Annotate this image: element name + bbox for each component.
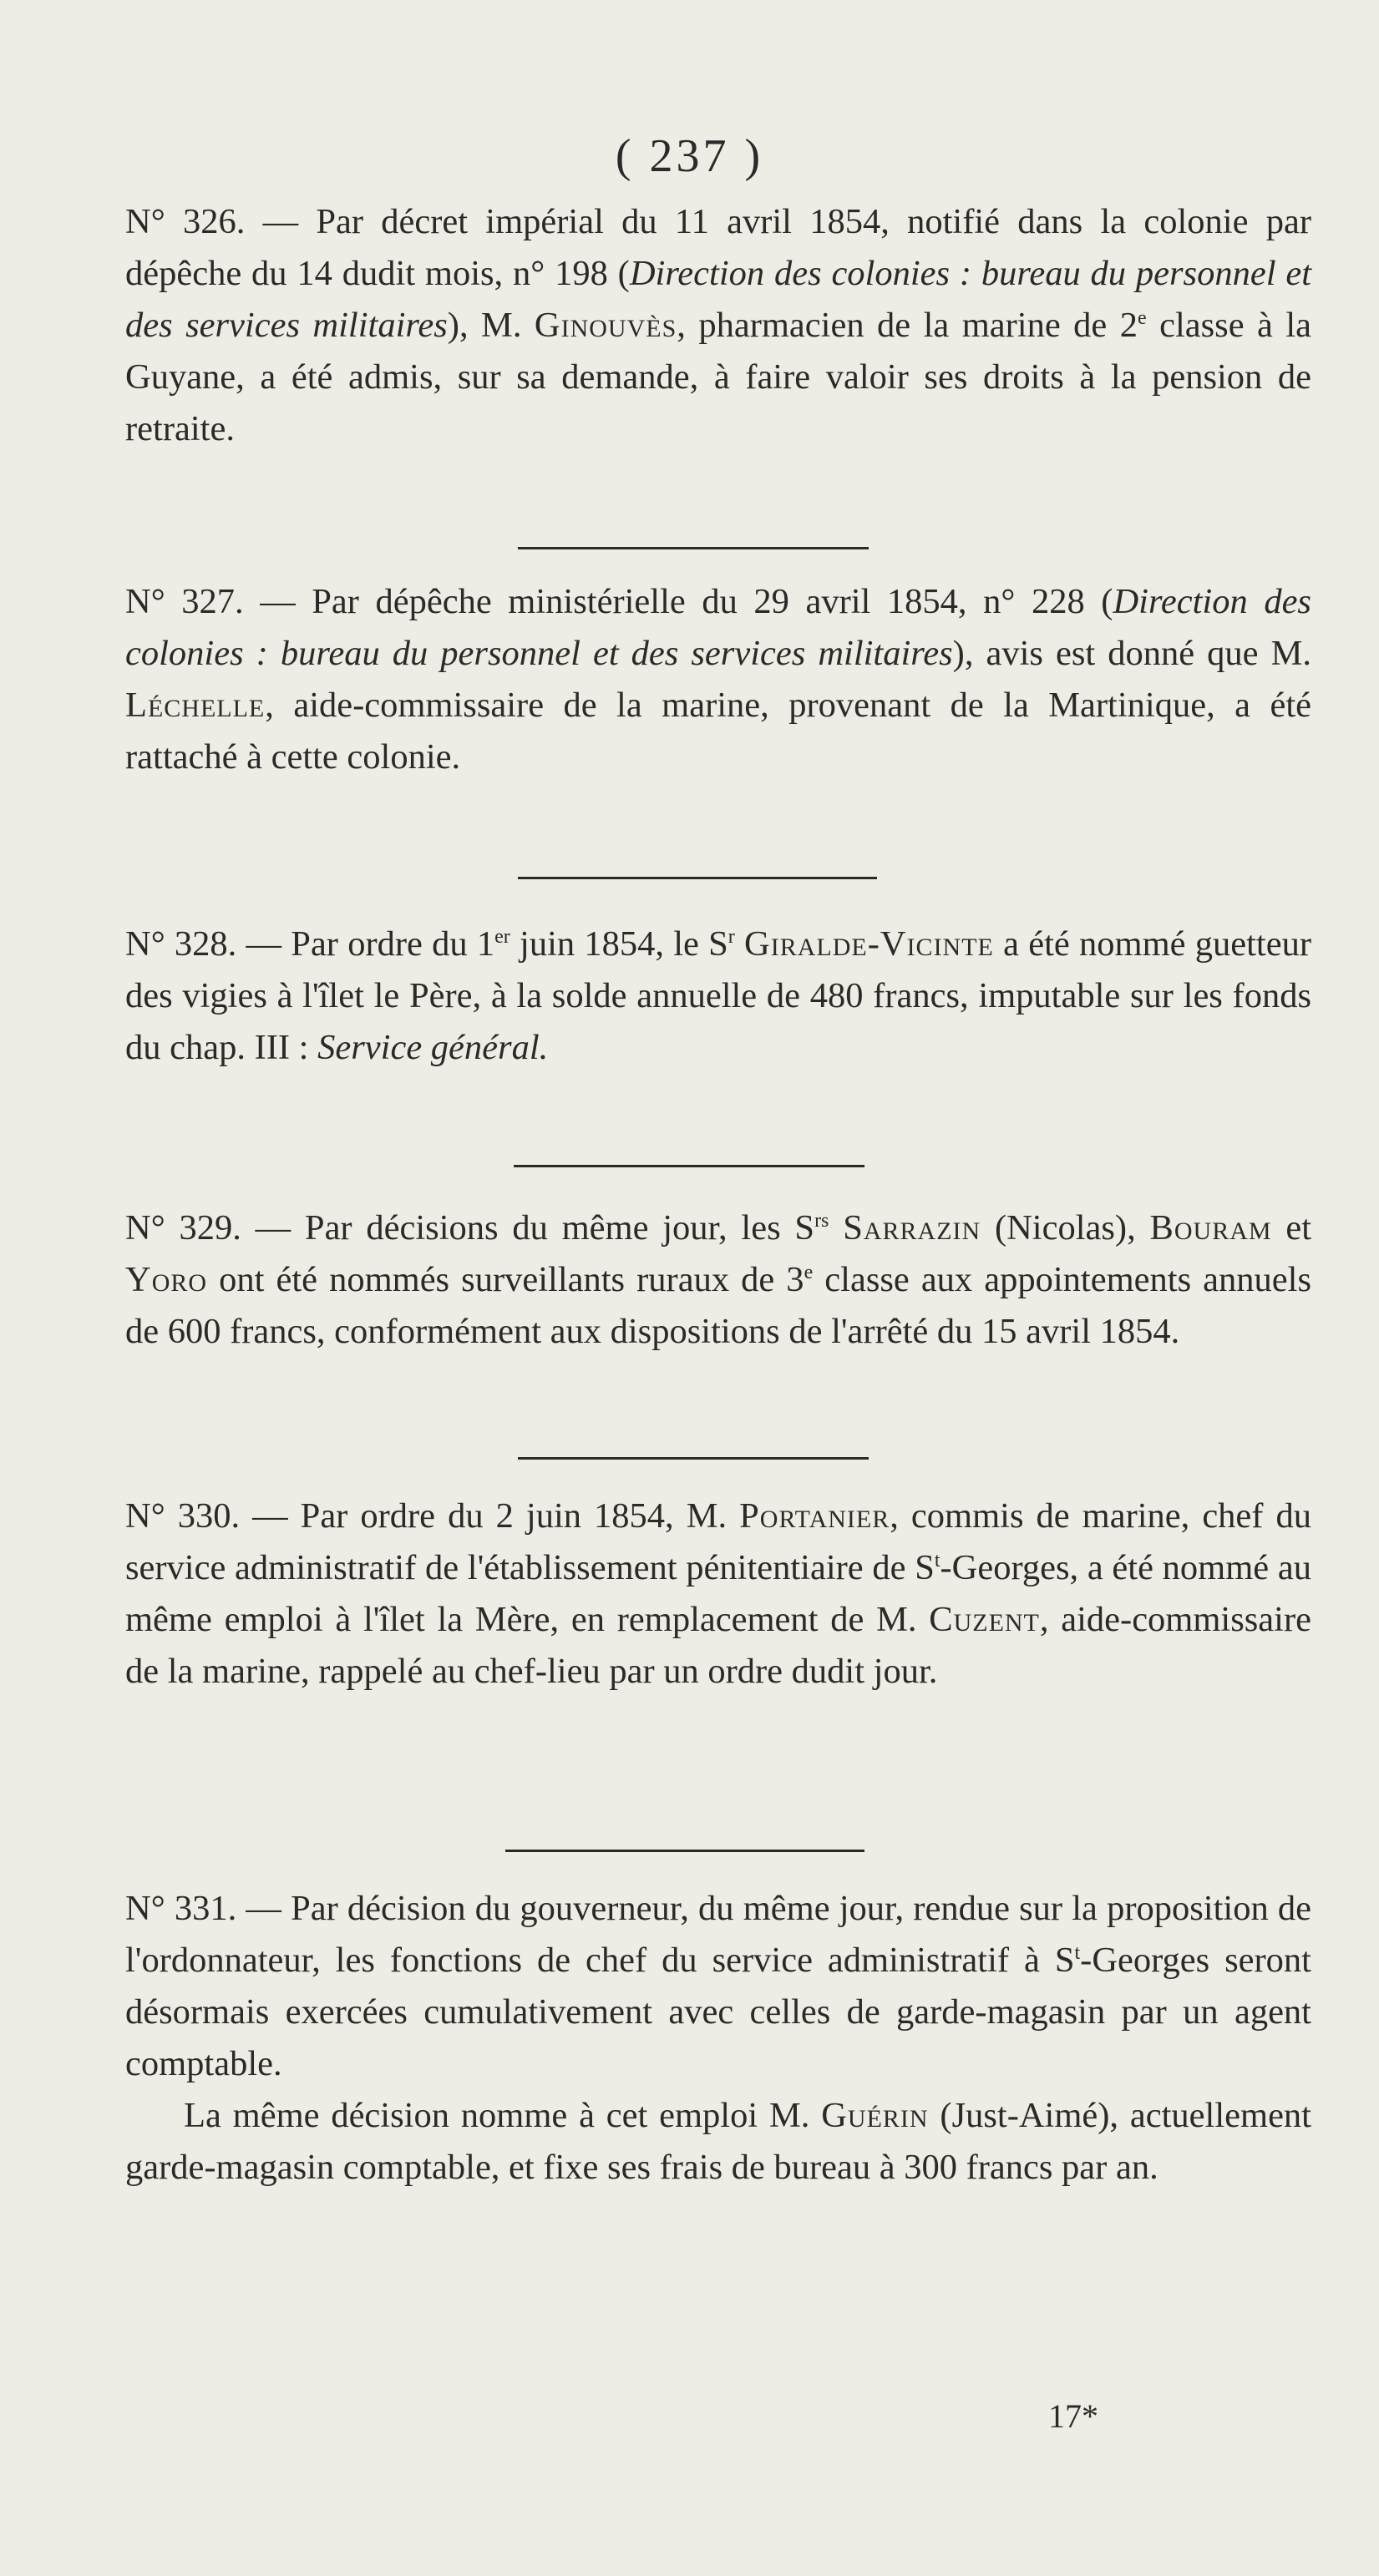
person-name: Ginouvès [534, 306, 677, 345]
page-number: ( 237 ) [615, 130, 764, 182]
entry-number: N° 329. [125, 1208, 241, 1248]
separator-rule [518, 1457, 869, 1460]
entry-327: N° 327. — Par dépêche ministérielle du 29 avril 1854, n° 228 (Direction des colonies : bureau du personnel et des services militaires), avis est donné que M. Léchelle, aide-commissaire de la marine, provenant de la Martinique, a été rattaché à cette colonie. [125, 582, 1312, 777]
separator-rule [518, 547, 869, 549]
person-name: Léchelle [125, 686, 266, 725]
entry-331-paragraph-2: La même décision nomme à cet emploi M. Guérin (Just-Aimé), actuellement garde-magasin comptable, et fixe ses frais de bureau à 300 francs par an. [125, 2096, 1311, 2187]
separator-rule [518, 877, 877, 879]
entry-number: N° 330. [125, 1496, 241, 1536]
entry-326: N° 326. — Par décret impérial du 11 avril 1854, notifié dans la colonie par dépêche du 14 dudit mois, n° 198 (Direction des colonies : bureau du personnel et des services militaires), M. Ginouvès, pharmacien de la marine de 2e classe à la Guyane, a été admis, sur sa demande, à faire valoir ses droits à la pension de retraite. [125, 202, 1312, 448]
entry-329: N° 329. — Par décisions du même jour, les $S^{rs}$ Sarrazin (Nicolas), Bouram et Yoro ont été nommés surveillants ruraux de 3e classe aux appointements annuels de 600 francs, conformément aux dispositions de l'arrêté du 15 avril 1854. [125, 1208, 1312, 1351]
entry-number: N° 327. [125, 582, 244, 621]
entry-331: N° 331. — Par décision du gouverneur, du même jour, rendue sur la proposition de l'ordonnateur, les fonctions de chef du service administratif à $S^t$-Georges seront désormais exercées cumulativement avec celles de garde-magasin par un agent comptable. La même décision nomme à cet emploi M. Guérin (Just-Aimé), actuellement garde-magasin comptable, et fixe ses frais de bureau à 300 francs par an. [125, 1883, 1311, 2194]
person-name: Bouram [1149, 1208, 1272, 1248]
person-name: Sarrazin [843, 1208, 981, 1248]
separator-rule [505, 1850, 864, 1852]
person-name: Portanier [739, 1496, 890, 1536]
entry-number: N° 326. [125, 202, 246, 241]
entry-number: N° 331. [125, 1889, 237, 1928]
entry-number: N° 328. [125, 924, 237, 964]
entry-328: N° 328. — Par ordre du 1er juin 1854, le $S^r$ Giralde-Vicinte a été nommé guetteur des vigies à l'îlet le Père, à la solde annuelle de 480 francs, imputable sur les fonds du chap. III : Service général. [125, 924, 1311, 1067]
person-name: Yoro [125, 1260, 208, 1299]
person-name: Cuzent [929, 1600, 1040, 1639]
signature-mark: 17* [1048, 2397, 1098, 2435]
person-name: Giralde-Vicinte [744, 924, 994, 964]
entry-330: N° 330. — Par ordre du 2 juin 1854, M. Portanier, commis de marine, chef du service administratif de l'établissement pénitentiaire de $S^t$-Georges, a été nommé au même emploi à l'îlet la Mère, en remplacement de M. Cuzent, aide-commissaire de la marine, rappelé au chef-lieu par un ordre dudit jour. [125, 1496, 1311, 1691]
person-name: Guérin [821, 2096, 929, 2135]
separator-rule [514, 1165, 864, 1167]
